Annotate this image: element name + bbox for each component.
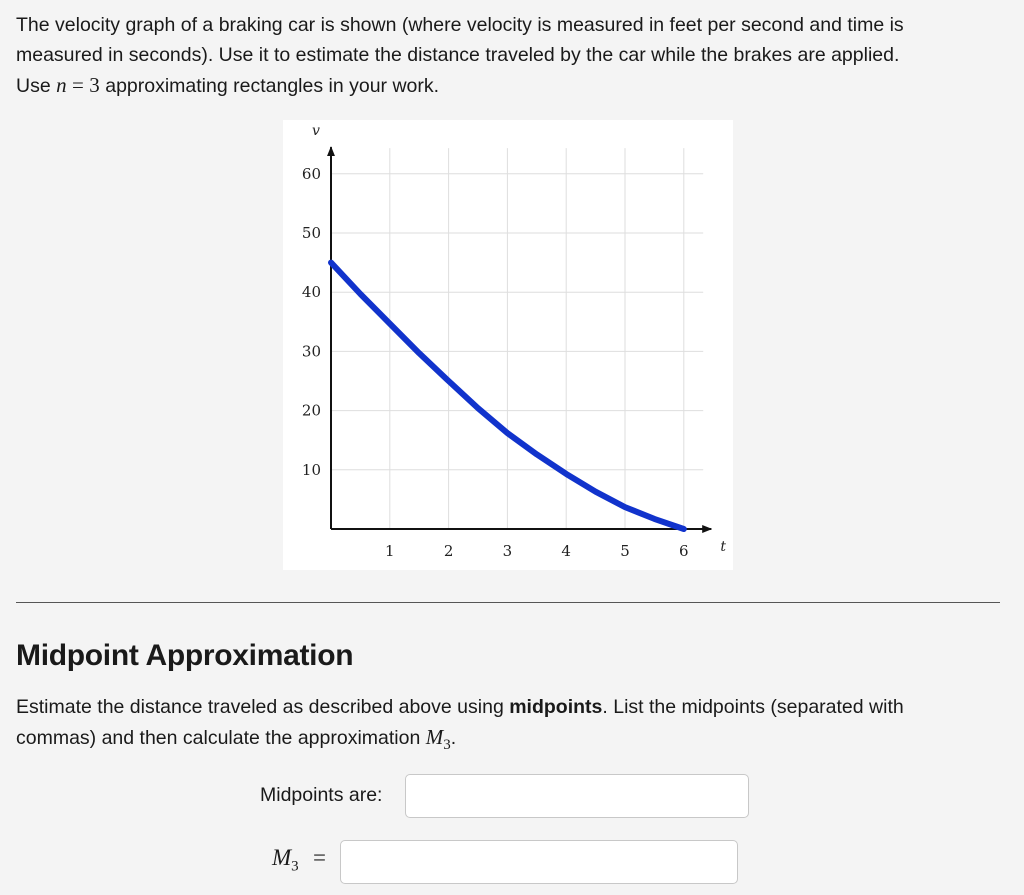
- axes: [331, 147, 711, 529]
- y-axis-label: v: [312, 123, 320, 140]
- x-tick-label: 4: [561, 542, 571, 560]
- m3-letter: M: [272, 845, 292, 870]
- y-tick-label: 40: [301, 283, 321, 302]
- x-tick-label: 1: [385, 542, 395, 560]
- m3-subscript: 3: [291, 858, 299, 875]
- y-tick-label: 20: [301, 401, 321, 420]
- y-tick-label: 10: [301, 460, 321, 479]
- x-axis-label: t: [720, 539, 727, 555]
- n-value: 3: [89, 73, 100, 97]
- m3-input[interactable]: [340, 840, 738, 884]
- midpoints-label: Midpoints are:: [260, 784, 383, 806]
- m-variable: [425, 725, 451, 754]
- instructions-period: .: [450, 727, 457, 749]
- m3-label: [272, 843, 299, 882]
- y-tick-label: 60: [301, 164, 321, 183]
- velocity-chart-svg: [283, 120, 733, 570]
- velocity-graph: [283, 120, 733, 570]
- n-variable: n: [56, 73, 67, 97]
- problem-line-1: The velocity graph of a braking car is shown (where velocity is measured in feet per second and time is: [16, 14, 904, 36]
- instructions-line-2: commas) and then calculate the approximation: [16, 727, 426, 749]
- section-heading: Midpoint Approximation: [16, 639, 354, 672]
- m3-equals-sign: =: [313, 845, 326, 870]
- problem-line-2: measured in seconds). Use it to estimate the distance traveled by the car while the brakes are applied.: [16, 44, 900, 66]
- instructions-prefix: Estimate the distance traveled as described above using: [16, 696, 510, 718]
- y-tick-label: 30: [301, 342, 321, 361]
- x-tick-label: 2: [443, 542, 454, 560]
- y-tick-label: 50: [301, 224, 321, 242]
- problem-statement: [16, 10, 1006, 101]
- instructions-bold-word: midpoints: [509, 696, 603, 718]
- x-tick-label: 5: [620, 542, 630, 560]
- m-subscript: 3: [443, 737, 451, 754]
- instructions-mid: . List the midpoints (separated with: [602, 696, 904, 718]
- problem-line-3-suffix: approximating rectangles in your work.: [105, 75, 440, 97]
- problem-line-3-prefix: Use: [16, 75, 51, 97]
- tick-labels: [302, 123, 726, 560]
- grid-lines: [331, 148, 703, 529]
- equals-sign: =: [72, 73, 84, 97]
- midpoints-input[interactable]: [405, 774, 749, 818]
- instructions-text: [16, 692, 1006, 760]
- x-tick-label: 3: [502, 542, 513, 560]
- section-divider: [16, 602, 1000, 603]
- m-letter: M: [425, 725, 444, 749]
- x-tick-label: 6: [679, 542, 689, 560]
